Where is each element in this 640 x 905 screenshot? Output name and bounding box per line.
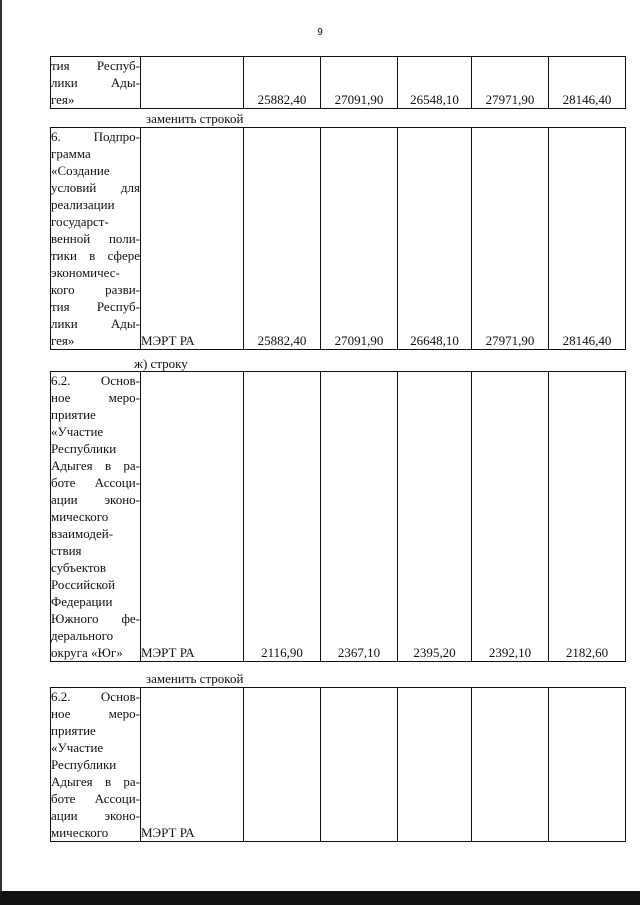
name-line: Адыгея в ра- <box>51 458 140 473</box>
cell-year-value: 28146,40 <box>549 128 626 350</box>
name-line: условий для <box>51 180 140 195</box>
caption-replace-2: заменить строкой <box>146 671 244 686</box>
name-line: тики в сфере <box>51 248 140 263</box>
page-number: 9 <box>317 27 323 38</box>
name-line: субъектов <box>51 560 107 575</box>
name-line: «Участие <box>51 424 104 439</box>
cell-program-name <box>51 57 141 109</box>
cell-year-value: 2395,20 <box>398 372 472 662</box>
cell-year-value <box>398 688 472 842</box>
table-block-1 <box>50 56 626 109</box>
name-line: Российской <box>51 577 116 592</box>
caption-row-zh: ж) строку <box>134 356 188 371</box>
name-line: ации эконо- <box>51 492 140 507</box>
cell-year-value: 25882,40 <box>244 57 321 109</box>
caption-replace-1: заменить строкой <box>146 111 244 126</box>
cell-year-value: 28146,40 <box>549 57 626 109</box>
table-row <box>51 128 626 350</box>
name-line: Южного фе- <box>51 611 140 626</box>
name-line: мического <box>51 509 109 524</box>
cell-year-value: 26648,10 <box>398 128 472 350</box>
table-block-2 <box>50 127 626 350</box>
cell-year-value: 25882,40 <box>244 128 321 350</box>
name-line: государст- <box>51 214 109 229</box>
name-line: боте Ассоци- <box>51 475 140 490</box>
name-line: ствия <box>51 543 82 558</box>
name-line: взаимодей- <box>51 526 114 541</box>
cell-year-value: 27091,90 <box>321 57 398 109</box>
table-row <box>51 372 626 662</box>
name-line: венной поли- <box>51 231 140 246</box>
cell-program-name <box>51 688 141 842</box>
name-line: «Создание <box>51 163 110 178</box>
name-line: кого разви- <box>51 282 140 297</box>
cell-year-value <box>549 688 626 842</box>
cell-responsible <box>141 57 244 109</box>
name-line: грамма <box>51 146 91 161</box>
name-line: ации эконо- <box>51 808 140 823</box>
name-line: ное меро- <box>51 390 140 405</box>
name-line: приятие <box>51 723 96 738</box>
name-line: ное меро- <box>51 706 140 721</box>
name-line: боте Ассоци- <box>51 791 140 806</box>
scan-bottom-bar <box>0 891 640 905</box>
cell-year-value: 27971,90 <box>472 128 549 350</box>
table-block-4 <box>50 687 626 842</box>
name-line: лики Ады- <box>51 316 140 331</box>
name-line: «Участие <box>51 740 104 755</box>
name-line: гея» <box>51 92 75 107</box>
name-line: гея» <box>51 333 75 348</box>
name-line: округа «Юг» <box>51 645 123 660</box>
name-line: дерального <box>51 628 114 643</box>
cell-year-value: 27971,90 <box>472 57 549 109</box>
cell-year-value <box>472 688 549 842</box>
name-line: экономичес- <box>51 265 120 280</box>
cell-year-value <box>321 688 398 842</box>
cell-program-name <box>51 128 141 350</box>
cell-program-name <box>51 372 141 662</box>
name-line: лики Ады- <box>51 75 140 90</box>
cell-year-value: 2182,60 <box>549 372 626 662</box>
name-line: тия Респуб- <box>51 58 140 73</box>
name-line: Федерации <box>51 594 113 609</box>
cell-responsible: МЭРТ РА <box>141 688 244 842</box>
name-line: мического <box>51 825 109 840</box>
name-line: Республики <box>51 757 117 772</box>
name-line: тия Респуб- <box>51 299 140 314</box>
name-line: 6.2. Основ- <box>51 689 140 704</box>
table-block-3 <box>50 371 626 662</box>
name-line: 6.2. Основ- <box>51 373 140 388</box>
name-line: Адыгея в ра- <box>51 774 140 789</box>
cell-year-value: 27091,90 <box>321 128 398 350</box>
name-line: реализации <box>51 197 115 212</box>
cell-year-value: 2392,10 <box>472 372 549 662</box>
cell-year-value <box>244 688 321 842</box>
table-row <box>51 688 626 842</box>
cell-year-value: 2116,90 <box>244 372 321 662</box>
table-row <box>51 57 626 109</box>
cell-responsible: МЭРТ РА <box>141 372 244 662</box>
name-line: 6. Подпро- <box>51 129 140 144</box>
cell-responsible: МЭРТ РА <box>141 128 244 350</box>
page-left-edge <box>0 0 2 905</box>
cell-year-value: 2367,10 <box>321 372 398 662</box>
name-line: приятие <box>51 407 96 422</box>
name-line: Республики <box>51 441 117 456</box>
cell-year-value: 26548,10 <box>398 57 472 109</box>
